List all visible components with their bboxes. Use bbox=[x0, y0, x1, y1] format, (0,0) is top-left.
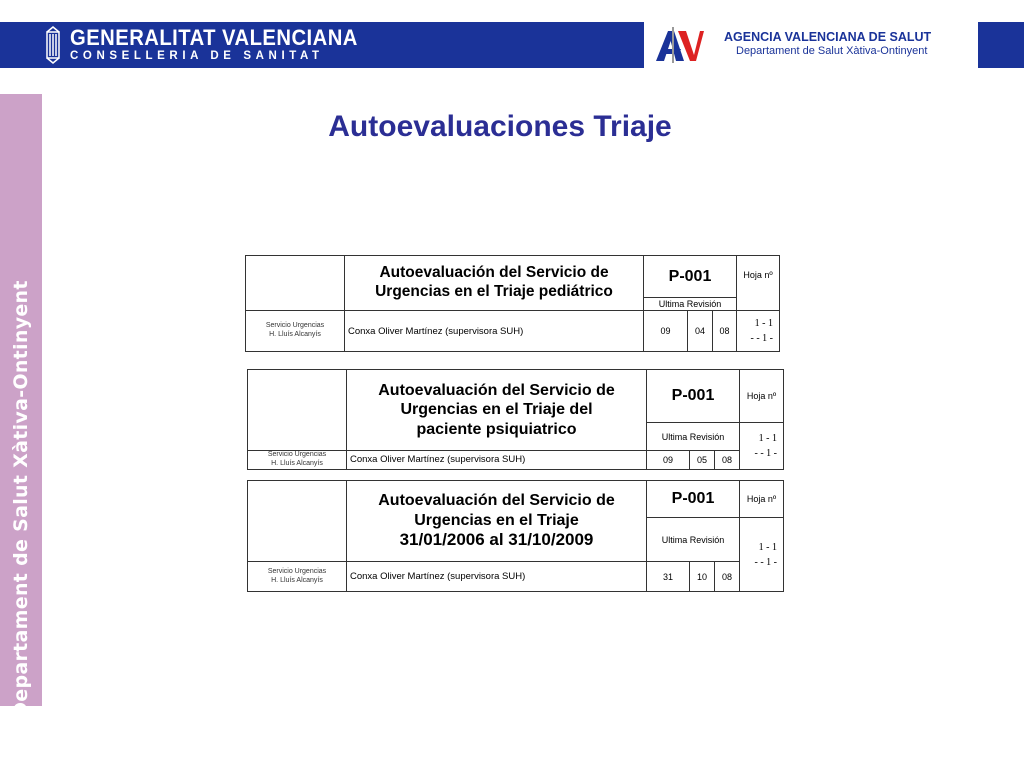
responsible-person: Conxa Oliver Martínez (supervisora SUH) bbox=[347, 562, 647, 592]
side-band-text: Departament de Salut Xàtiva-Ontinyent bbox=[10, 280, 32, 718]
form-card bbox=[247, 369, 784, 470]
responsible-person: Conxa Oliver Martínez (supervisora SUH) bbox=[345, 311, 644, 352]
generalitat-title: GENERALITAT VALENCIANA bbox=[70, 25, 358, 50]
revision-month: 05 bbox=[690, 451, 715, 470]
revision-label: Ultima Revisión bbox=[644, 298, 737, 311]
revision-day: 31 bbox=[647, 562, 690, 592]
page-count: 1 - 1 - - 1 - bbox=[740, 423, 784, 470]
agency-subtitle: Departament de Salut Xàtiva-Ontinyent bbox=[736, 45, 928, 57]
conselleria-subtitle: CONSELLERIA DE SANITAT bbox=[70, 50, 324, 62]
page-count: 1 - 1 - - 1 - bbox=[740, 518, 784, 592]
generalitat-logo bbox=[44, 25, 383, 65]
hoja-label: Hoja nº bbox=[737, 256, 780, 311]
form-code: P-001 bbox=[647, 481, 740, 518]
form-heading: Autoevaluación del Servicio de Urgencias en el Triaje del paciente psiquiatrico bbox=[347, 370, 647, 451]
logo-cell bbox=[248, 481, 347, 562]
revision-year: 08 bbox=[715, 562, 740, 592]
crest-icon bbox=[44, 26, 62, 64]
revision-month: 04 bbox=[688, 311, 713, 352]
form-code: P-001 bbox=[644, 256, 737, 298]
revision-year: 08 bbox=[713, 311, 737, 352]
service-cell: Servicio Urgencias H. Lluís Alcanyís bbox=[248, 562, 347, 592]
page-count: 1 - 1 - - 1 - bbox=[737, 311, 780, 352]
revision-year: 08 bbox=[715, 451, 740, 470]
header-bar bbox=[0, 22, 1024, 68]
agency-title: AGENCIA VALENCIANA DE SALUT bbox=[724, 30, 932, 44]
revision-label: Ultima Revisión bbox=[647, 423, 740, 451]
form-card bbox=[245, 255, 780, 352]
side-band bbox=[0, 94, 42, 718]
revision-day: 09 bbox=[647, 451, 690, 470]
revision-label: Ultima Revisión bbox=[647, 518, 740, 562]
form-code: P-001 bbox=[647, 370, 740, 423]
form-card bbox=[247, 480, 784, 592]
logo-cell bbox=[246, 256, 345, 311]
revision-month: 10 bbox=[690, 562, 715, 592]
form-heading: Autoevaluación del Servicio de Urgencias en el Triaje 31/01/2006 al 31/10/2009 bbox=[347, 481, 647, 562]
service-cell: Servicio Urgencias H. Lluís Alcanyís bbox=[246, 311, 345, 352]
service-cell: Servicio Urgencias H. Lluís Alcanyís bbox=[248, 451, 347, 470]
logo-cell bbox=[248, 370, 347, 451]
hoja-label: Hoja nº bbox=[740, 481, 784, 518]
form-heading: Autoevaluación del Servicio de Urgencias en el Triaje pediátrico bbox=[345, 256, 644, 311]
responsible-person: Conxa Oliver Martínez (supervisora SUH) bbox=[347, 451, 647, 470]
avs-logo-icon bbox=[654, 25, 704, 65]
hoja-label: Hoja nº bbox=[740, 370, 784, 423]
agency-block bbox=[644, 22, 978, 68]
revision-day: 09 bbox=[644, 311, 688, 352]
page-title: Autoevaluaciones Triaje bbox=[328, 110, 672, 143]
